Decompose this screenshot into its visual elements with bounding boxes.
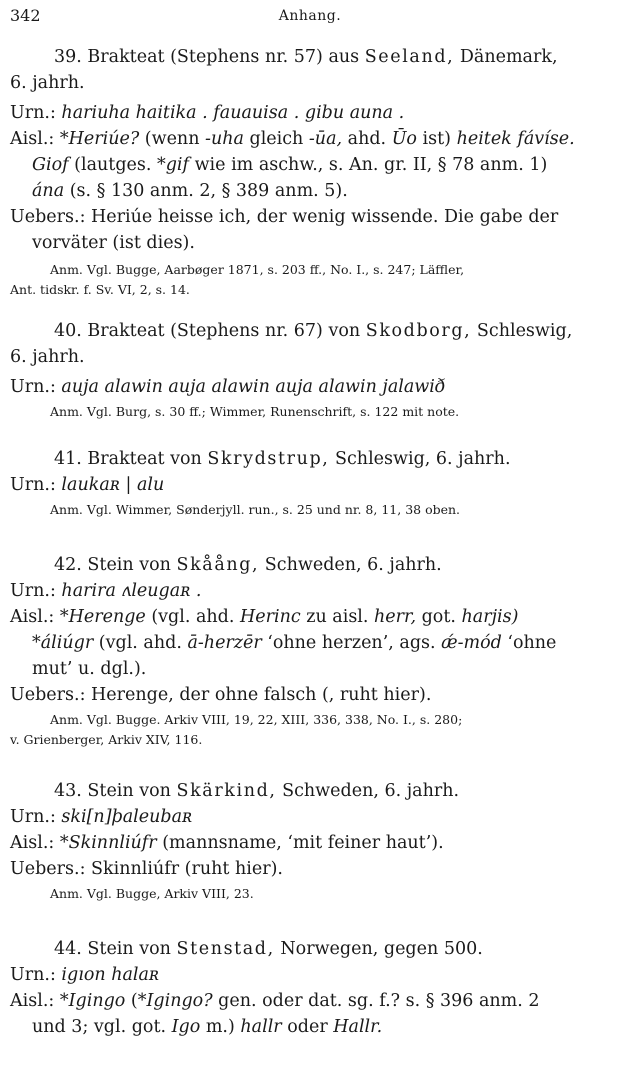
place-name: Stenstad, bbox=[176, 939, 275, 959]
running-title: Anhang. bbox=[278, 8, 342, 24]
entry-title: 40. Brakteat (Stephens nr. 67) von Skodborg, Schleswig, bbox=[54, 321, 573, 341]
entry-43 bbox=[10, 778, 610, 904]
place-name: Seeland, bbox=[364, 47, 455, 67]
urn-line: Urn.: hariuha haitika . fauauisa . gibu auna . bbox=[10, 103, 405, 123]
annotation: Anm. Vgl. Bugge. Arkiv VIII, 19, 22, XIII, 336, 338, No. I., s. 280; v. Grienberger, Arkiv XIV, 116. bbox=[10, 712, 463, 747]
annotation: Anm. Vgl. Wimmer, Sønderjyll. run., s. 25 und nr. 8, 11, 38 oben. bbox=[50, 502, 461, 517]
annotation: Anm. Vgl. Bugge, Aarbøger 1871, s. 203 ff., No. I., s. 247; Läffler, Ant. tidskr. f. Sv. VI, 2, s. 14. bbox=[10, 262, 465, 297]
place-name: Skrydstrup, bbox=[207, 449, 330, 469]
urn-line: Urn.: igıon halaʀ bbox=[10, 965, 160, 985]
urn-line: Urn.: ski[n]þaleubaʀ bbox=[10, 807, 193, 827]
entry-44: 44. Stein von Stenstad, Norwegen, gegen 500. Urn.: igıon halaʀ Aisl.: *Igingo (*Igingo? gen. oder dat. sg. f.? s. § 396 anm. 2 und 3; vgl. got. Igo m.) hallr oder Hallr. bbox=[10, 936, 610, 1040]
aisl-line: Aisl.: *Skinnliúfr (mannsname, ‘mit feiner haut’). bbox=[10, 833, 444, 853]
entry-39: 39. Brakteat (Stephens nr. 57) aus Seeland, Dänemark, 6. jahrh. Urn.: hariuha haitika . fauauisa . gibu auna . Aisl.: *Heriúe? (wenn -uha gleich -ūa, ahd. Ūo ist) heitek fávíse. Giof (lautges. *gif wie im aschw., s. An. gr. II, § 78 anm. 1) ána (s. § 130 anm. 2, § 389 anm. 5). Uebers.: Heriúe heisse ich, der wenig wissende. Die gabe der vorväter (ist dies). Anm. Vgl. Bugge, Aarbøger 1871, s. 203 ff., No. I., s. 247; Läffler, Ant. tidskr. f. Sv. VI, 2, s. 14. bbox=[10, 44, 610, 300]
place-name: Skåång, bbox=[176, 555, 260, 575]
place-name: Skodborg, bbox=[365, 321, 472, 341]
aisl-line: Aisl.: *Herenge (vgl. ahd. Herinc zu aisl. herr, got. harjis) bbox=[10, 607, 519, 627]
urn-line: Urn.: laukaʀ | alu bbox=[10, 475, 165, 495]
entry-title: 43. Stein von Skärkind, Schweden, 6. jahrh. bbox=[54, 781, 460, 801]
urn-line: Urn.: auja alawin auja alawin auja alawin jalawið bbox=[10, 377, 446, 397]
entry-42: 42. Stein von Skåång, Schweden, 6. jahrh. Urn.: harira ʌleugaʀ . Aisl.: *Herenge (vgl. ahd. Herinc zu aisl. herr, got. harjis) *áliúgr (vgl. ahd. ā-herzēr ‘ohne herzen’, ags. ǽ-mód ‘ohne mut’ u. dgl.). Uebers.: Herenge, der ohne falsch (, ruht hier). Anm. Vgl. Bugge. Arkiv VIII, 19, 22, XIII, 336, 338, No. I., s. 280; v. Grienberger, Arkiv XIV, 116. bbox=[10, 552, 610, 750]
entry-41 bbox=[10, 446, 610, 520]
annotation: Anm. Vgl. Bugge, Arkiv VIII, 23. bbox=[50, 886, 254, 901]
page-number: 342 bbox=[10, 6, 41, 25]
urn-line: Urn.: harira ʌleugaʀ . bbox=[10, 581, 202, 601]
entry-title: 44. Stein von Stenstad, Norwegen, gegen 500. bbox=[54, 939, 483, 959]
entry-title: 42. Stein von Skåång, Schweden, 6. jahrh. bbox=[54, 555, 442, 575]
place-name: Skärkind, bbox=[176, 781, 277, 801]
uebers-line: Uebers.: Skinnliúfr (ruht hier). bbox=[10, 859, 283, 879]
uebers-line: Uebers.: Heriúe heisse ich, der wenig wissende. Die gabe der bbox=[10, 207, 559, 227]
page-header bbox=[10, 6, 610, 28]
uebers-line: Uebers.: Herenge, der ohne falsch (, ruht hier). bbox=[10, 685, 432, 705]
entry-40: 40. Brakteat (Stephens nr. 67) von Skodborg, Schleswig, 6. jahrh. Urn.: auja alawin auja alawin auja alawin jalawið Anm. Vgl. Burg, s. 30 ff.; Wimmer, Runenschrift, s. 122 mit note. bbox=[10, 318, 610, 422]
entry-title: 41. Brakteat von Skrydstrup, Schleswig, 6. jahrh. bbox=[54, 449, 511, 469]
aisl-line: Aisl.: *Heriúe? (wenn -uha gleich -ūa, ahd. Ūo ist) heitek fávíse. bbox=[10, 129, 575, 149]
annotation: Anm. Vgl. Burg, s. 30 ff.; Wimmer, Runenschrift, s. 122 mit note. bbox=[50, 404, 460, 419]
aisl-line: Aisl.: *Igingo (*Igingo? gen. oder dat. sg. f.? s. § 396 anm. 2 bbox=[10, 991, 540, 1011]
entry-title: 39. Brakteat (Stephens nr. 57) aus Seeland, Dänemark, bbox=[54, 47, 558, 67]
